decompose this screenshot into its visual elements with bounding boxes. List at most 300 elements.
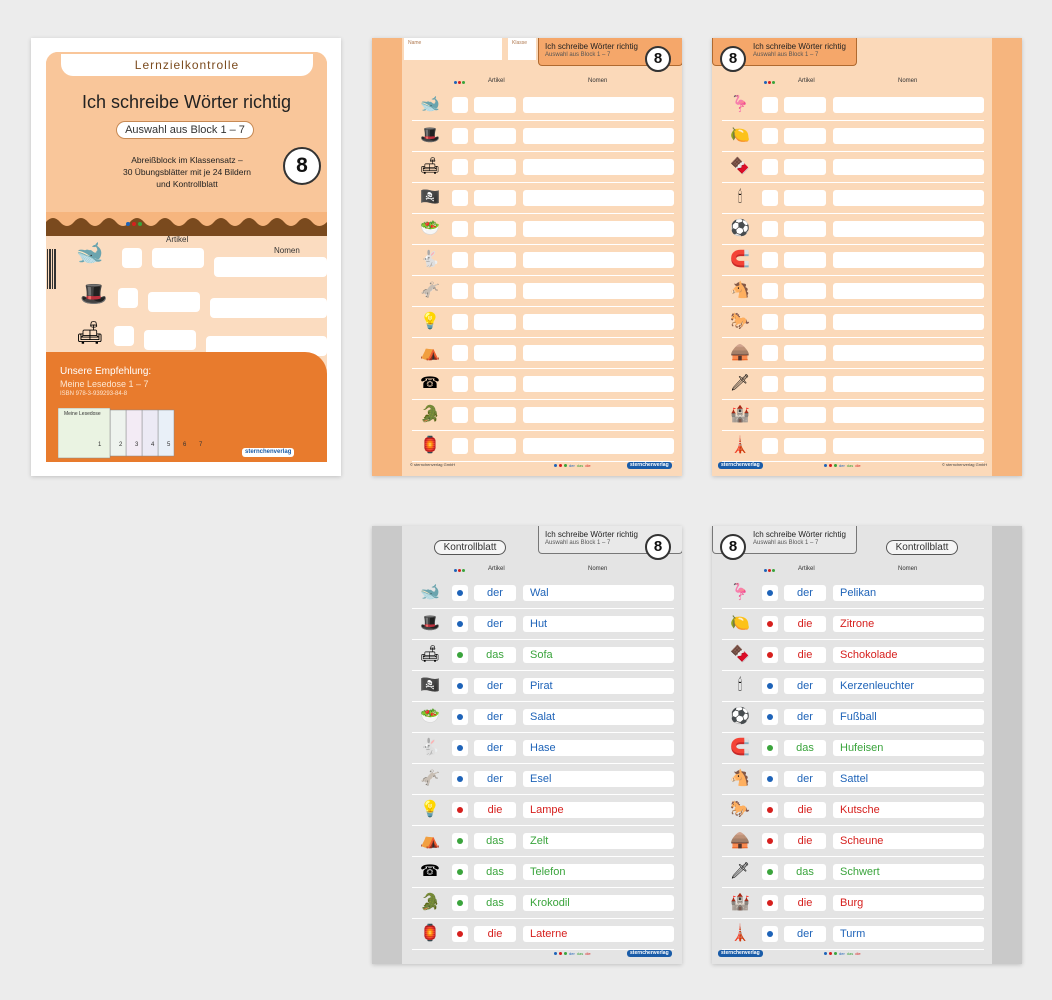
turm-picture-icon: 🗼: [730, 437, 750, 454]
color-dot-field: [452, 926, 468, 942]
table-row: [722, 369, 984, 400]
answer-key-right: Ich schreibe Wörter richtig Auswahl aus Block 1 – 7 8 Kontrollblatt Artikel Nomen 🦩 der Pelikan 🍋 die Zitrone 🍫 die Schokolade 🕯 der Kerzenleuchter ⚽ der Fußball 🧲 das Hufeisen 🐴 der Sattel 🐎 die Kutsche 🛖 die Scheune 🗡 das Schwert 🏰 die Burg 🗼 der Turm sternchenverlag der das die: [712, 526, 1022, 964]
nomen-field: Zelt: [523, 833, 674, 849]
nomen-field[interactable]: [523, 407, 674, 423]
artikel-field: der: [474, 709, 516, 725]
table-row: [412, 640, 674, 671]
article-color-dot: [457, 838, 463, 844]
nomen-field[interactable]: [523, 128, 674, 144]
nomen-field[interactable]: [833, 252, 984, 268]
artikel-field[interactable]: [474, 345, 516, 361]
color-dot-field: [762, 740, 778, 756]
publisher-logo: sternchenverlag: [627, 462, 672, 469]
artikel-field[interactable]: [784, 314, 826, 330]
article-legend: der das die: [554, 463, 591, 468]
nomen-field[interactable]: [833, 128, 984, 144]
table-row: [412, 90, 674, 121]
artikel-field: die: [784, 802, 826, 818]
color-dot-field[interactable]: [452, 128, 468, 144]
nomen-field: Burg: [833, 895, 984, 911]
table-row: [722, 307, 984, 338]
table-row: [722, 609, 984, 640]
nomen-field[interactable]: [523, 283, 674, 299]
artikel-field: die: [784, 647, 826, 663]
table-row: [722, 183, 984, 214]
kutsche-picture-icon: 🐎: [730, 801, 750, 818]
table-row: [722, 857, 984, 888]
article-color-dot: [767, 931, 773, 937]
nomen-field: Krokodil: [523, 895, 674, 911]
artikel-field: das: [474, 833, 516, 849]
esel-picture-icon: 🫏: [420, 282, 440, 299]
table-row: [722, 214, 984, 245]
color-dot-field: [762, 864, 778, 880]
nomen-field: Laterne: [523, 926, 674, 942]
table-row: [412, 121, 674, 152]
artikel-field: das: [474, 647, 516, 663]
artikel-field: der: [784, 926, 826, 942]
table-row: [412, 857, 674, 888]
telefon-picture-icon: ☎: [420, 863, 440, 880]
article-color-dot: [457, 714, 463, 720]
nomen-field: Zitrone: [833, 616, 984, 632]
table-row: [722, 90, 984, 121]
nomen-field: Schwert: [833, 864, 984, 880]
sheet-header: Ich schreibe Wörter richtig Auswahl aus Block 1 – 7: [712, 38, 857, 66]
table-row: [722, 245, 984, 276]
publisher-logo: sternchenverlag: [718, 950, 763, 957]
nomen-field: Kerzenleuchter: [833, 678, 984, 694]
artikel-field[interactable]: [474, 159, 516, 175]
article-color-dot: [767, 590, 773, 596]
color-dot-field[interactable]: [762, 97, 778, 113]
table-row: [722, 702, 984, 733]
artikel-field[interactable]: [474, 221, 516, 237]
table-row: [722, 888, 984, 919]
table-row: [412, 795, 674, 826]
nomen-field[interactable]: [523, 159, 674, 175]
color-dot-field: [762, 709, 778, 725]
article-color-dot: [457, 776, 463, 782]
fußball-picture-icon: ⚽: [730, 708, 750, 725]
artikel-field[interactable]: [474, 407, 516, 423]
krokodil-picture-icon: 🐊: [420, 406, 440, 423]
hut-picture-icon: 🎩: [420, 615, 440, 632]
nomen-field[interactable]: [833, 345, 984, 361]
table-row: [412, 183, 674, 214]
color-dot-field[interactable]: [762, 128, 778, 144]
table-row: [412, 338, 674, 369]
artikel-field[interactable]: [784, 252, 826, 268]
color-dot-field: [762, 585, 778, 601]
cover-page: [31, 38, 341, 476]
color-dot-field: [452, 740, 468, 756]
table-row: [722, 152, 984, 183]
color-dot-field: [762, 647, 778, 663]
lampe-picture-icon: 💡: [420, 313, 440, 330]
artikel-field[interactable]: [784, 97, 826, 113]
sheet-number-badge: 8: [720, 46, 746, 72]
color-dot-field: [452, 678, 468, 694]
color-dot-field: [762, 616, 778, 632]
zitrone-picture-icon: 🍋: [730, 127, 750, 144]
article-color-dot: [767, 683, 773, 689]
schwert-picture-icon: 🗡: [729, 375, 751, 392]
article-legend: der das die: [824, 951, 861, 956]
sheet-header: Ich schreibe Wörter richtig Auswahl aus Block 1 – 7: [712, 526, 857, 554]
cover-inner: Lernzielkontrolle Ich schreibe Wörter richtig Auswahl aus Block 1 – 7 Abreißblock im Klassensatz – 30 Übungsblätter mit je 24 Bildern und Kontrollblatt 8 Artikel Nomen 🐋 🎩 🛋 Unsere Empfehlung: Meine Lesedose 1 – 7 ISBN 978-3-939293-84-8 Meine Lesedose 1 2 3 4 5 6 7 sternchenverlag: [46, 52, 327, 462]
nomen-field: Schokolade: [833, 647, 984, 663]
zelt-picture-icon: ⛺: [420, 344, 440, 361]
table-row: [412, 578, 674, 609]
article-color-dot: [767, 807, 773, 813]
color-dot-field[interactable]: [452, 159, 468, 175]
nomen-field: Scheune: [833, 833, 984, 849]
nomen-field[interactable]: [833, 376, 984, 392]
pirat-picture-icon: 🏴‍☠️: [420, 189, 440, 206]
article-color-dot: [767, 714, 773, 720]
artikel-field: der: [474, 585, 516, 601]
table-row: [412, 919, 674, 950]
table-row: [412, 276, 674, 307]
color-dot-field[interactable]: [452, 190, 468, 206]
article-color-dot: [767, 776, 773, 782]
sofa-picture-icon: 🛋: [419, 158, 441, 175]
nomen-field[interactable]: [523, 376, 674, 392]
sattel-picture-icon: 🐴: [730, 770, 750, 787]
artikel-field: das: [784, 740, 826, 756]
artikel-field: der: [784, 771, 826, 787]
sattel-picture-icon: 🐴: [730, 282, 750, 299]
color-dot-field: [452, 616, 468, 632]
nomen-field[interactable]: [523, 221, 674, 237]
hat-icon: 🎩: [80, 281, 108, 306]
pirat-picture-icon: 🏴‍☠️: [420, 677, 440, 694]
table-row: [412, 152, 674, 183]
nomen-field: Pirat: [523, 678, 674, 694]
table-row: [412, 826, 674, 857]
article-color-dot: [457, 931, 463, 937]
name-field[interactable]: Name: [404, 38, 502, 60]
color-dot-field: [762, 833, 778, 849]
laterne-picture-icon: 🏮: [420, 925, 440, 942]
table-row: [722, 121, 984, 152]
artikel-field[interactable]: [474, 128, 516, 144]
table-row: [722, 826, 984, 857]
nomen-field: Kutsche: [833, 802, 984, 818]
pelikan-picture-icon: 🦩: [730, 584, 750, 601]
table-row: [412, 671, 674, 702]
artikel-field[interactable]: [784, 221, 826, 237]
kerzenleuchter-picture-icon: 🕯: [737, 189, 743, 206]
book-label: Meine Lesedose: [64, 411, 101, 417]
color-dot-field: [452, 585, 468, 601]
color-dots-icon: [764, 569, 775, 572]
schokolade-picture-icon: 🍫: [730, 158, 750, 175]
table-row: [412, 214, 674, 245]
color-dot-field[interactable]: [452, 376, 468, 392]
nomen-field[interactable]: [523, 252, 674, 268]
table-row: [412, 431, 674, 462]
article-color-dot: [457, 807, 463, 813]
artikel-field[interactable]: [474, 252, 516, 268]
table-row: [722, 795, 984, 826]
article-legend: der das die: [554, 951, 591, 956]
artikel-field[interactable]: [784, 159, 826, 175]
cover-description: Abreißblock im Klassensatz – 30 Übungsblätter mit je 24 Bildern und Kontrollblatt: [122, 155, 252, 189]
color-dot-field: [452, 709, 468, 725]
artikel-field: die: [784, 833, 826, 849]
artikel-field: der: [784, 709, 826, 725]
recommendation-box: Unsere Empfehlung: Meine Lesedose 1 – 7 ISBN 978-3-939293-84-8 Meine Lesedose 1 2 3 4 5 6 7 sternchenverlag: [46, 352, 327, 462]
nomen-field[interactable]: [523, 190, 674, 206]
color-dots-icon: [454, 569, 465, 572]
color-dot-field[interactable]: [452, 438, 468, 454]
nomen-field[interactable]: [523, 438, 674, 454]
table-row: [722, 640, 984, 671]
article-color-dot: [767, 652, 773, 658]
artikel-field[interactable]: [474, 190, 516, 206]
article-color-dot: [457, 652, 463, 658]
color-dots-icon: [454, 81, 465, 84]
fußball-picture-icon: ⚽: [730, 220, 750, 237]
nomen-field: Hut: [523, 616, 674, 632]
publisher-logo: sternchenverlag: [627, 950, 672, 957]
krokodil-picture-icon: 🐊: [420, 894, 440, 911]
color-dot-field[interactable]: [762, 252, 778, 268]
esel-picture-icon: 🫏: [420, 770, 440, 787]
sofa-picture-icon: 🛋: [419, 646, 441, 663]
nomen-field[interactable]: [833, 314, 984, 330]
color-dot-field: [452, 771, 468, 787]
article-color-dot: [457, 900, 463, 906]
kontrollblatt-label: Kontrollblatt: [886, 540, 958, 555]
nomen-field[interactable]: [833, 407, 984, 423]
color-dot-field[interactable]: [452, 314, 468, 330]
zitrone-picture-icon: 🍋: [730, 615, 750, 632]
nomen-field: Turm: [833, 926, 984, 942]
publisher-logo: sternchenverlag: [242, 448, 294, 457]
color-dot-field: [452, 833, 468, 849]
scheune-picture-icon: 🛖: [730, 344, 750, 361]
hufeisen-picture-icon: 🧲: [730, 251, 750, 268]
color-dot-field: [452, 802, 468, 818]
artikel-field: der: [474, 616, 516, 632]
table-row: [412, 888, 674, 919]
article-color-dot: [767, 869, 773, 875]
artikel-field[interactable]: [474, 97, 516, 113]
nomen-field[interactable]: [833, 190, 984, 206]
article-color-dot: [457, 683, 463, 689]
nomen-field: Hufeisen: [833, 740, 984, 756]
nomen-field[interactable]: [523, 345, 674, 361]
wal-picture-icon: 🐋: [420, 584, 440, 601]
color-dot-field[interactable]: [452, 283, 468, 299]
color-dots-icon: [126, 222, 142, 226]
artikel-field[interactable]: [784, 407, 826, 423]
answer-key-left: Kontrollblatt Ich schreibe Wörter richtig Auswahl aus Block 1 – 7 8 Artikel Nomen 🐋 der Wal 🎩 der Hut 🛋 das Sofa 🏴‍☠️ der Pirat 🥗 der Salat 🐇 der Hase 🫏 der Esel 💡 die Lampe ⛺ das Zelt ☎ das Telefon 🐊 das Krokodil 🏮 die Laterne der das die sternchenverlag: [372, 526, 682, 964]
worksheet-left: Name Klasse Ich schreibe Wörter richtig Auswahl aus Block 1 – 7 8 Artikel Nomen 🐋 🎩 🛋 🏴‍☠️ 🥗 🐇 🫏 💡 ⛺ ☎ 🐊 🏮 © sternchenverlag GmbH der das die sternchenverlag: [372, 38, 682, 476]
artikel-field[interactable]: [474, 438, 516, 454]
table-row: [412, 733, 674, 764]
artikel-field: das: [474, 864, 516, 880]
color-dot-field: [762, 926, 778, 942]
color-dot-field[interactable]: [452, 97, 468, 113]
hufeisen-picture-icon: 🧲: [730, 739, 750, 756]
whale-icon: 🐋: [76, 240, 104, 265]
color-dot-field[interactable]: [762, 283, 778, 299]
color-dot-field[interactable]: [762, 407, 778, 423]
color-dot-field[interactable]: [452, 407, 468, 423]
color-dot-field: [762, 771, 778, 787]
table-row: [722, 671, 984, 702]
table-row: [412, 307, 674, 338]
article-legend: der das die: [824, 463, 861, 468]
klasse-field[interactable]: Klasse: [508, 38, 536, 60]
nomen-field: Wal: [523, 585, 674, 601]
table-row: [722, 338, 984, 369]
schwert-picture-icon: 🗡: [729, 863, 751, 880]
table-row: [412, 609, 674, 640]
color-dot-field: [762, 802, 778, 818]
nomen-field[interactable]: [833, 159, 984, 175]
nomen-field: Telefon: [523, 864, 674, 880]
pelikan-picture-icon: 🦩: [730, 96, 750, 113]
artikel-field: das: [784, 864, 826, 880]
hase-picture-icon: 🐇: [420, 251, 440, 268]
article-color-dot: [457, 621, 463, 627]
artikel-field[interactable]: [784, 190, 826, 206]
artikel-field: der: [784, 585, 826, 601]
laterne-picture-icon: 🏮: [420, 437, 440, 454]
table-row: [412, 400, 674, 431]
article-color-dot: [767, 838, 773, 844]
color-dot-field: [452, 864, 468, 880]
burg-picture-icon: 🏰: [730, 406, 750, 423]
nomen-field: Sofa: [523, 647, 674, 663]
hut-picture-icon: 🎩: [420, 127, 440, 144]
artikel-field: die: [784, 895, 826, 911]
color-dot-field[interactable]: [762, 221, 778, 237]
color-dots-icon: [764, 81, 775, 84]
color-dot-field[interactable]: [762, 159, 778, 175]
color-dot-field[interactable]: [452, 345, 468, 361]
article-color-dot: [457, 869, 463, 875]
color-dot-field[interactable]: [762, 190, 778, 206]
barcode-icon: [46, 247, 58, 317]
nomen-field: Sattel: [833, 771, 984, 787]
color-dot-field: [452, 895, 468, 911]
sheet-number-badge: 8: [720, 534, 746, 560]
article-color-dot: [767, 621, 773, 627]
artikel-field[interactable]: [784, 283, 826, 299]
artikel-field[interactable]: [474, 283, 516, 299]
article-color-dot: [767, 745, 773, 751]
table-row: [722, 578, 984, 609]
cover-subtitle: Auswahl aus Block 1 – 7: [116, 121, 254, 139]
article-color-dot: [457, 590, 463, 596]
artikel-field[interactable]: [474, 376, 516, 392]
table-row: [412, 702, 674, 733]
kerzenleuchter-picture-icon: 🕯: [737, 677, 743, 694]
artikel-field: der: [474, 771, 516, 787]
salat-picture-icon: 🥗: [420, 220, 440, 237]
nomen-field[interactable]: [523, 314, 674, 330]
artikel-field: der: [474, 740, 516, 756]
sheet-header: Ich schreibe Wörter richtig Auswahl aus Block 1 – 7: [538, 38, 682, 66]
artikel-field: das: [474, 895, 516, 911]
cover-title: Ich schreibe Wörter richtig: [81, 92, 292, 112]
color-dot-field[interactable]: [762, 376, 778, 392]
nomen-field[interactable]: [833, 97, 984, 113]
artikel-field[interactable]: [474, 314, 516, 330]
kutsche-picture-icon: 🐎: [730, 313, 750, 330]
lampe-picture-icon: 💡: [420, 801, 440, 818]
sheet-number-badge: 8: [645, 46, 671, 72]
worksheet-right: Ich schreibe Wörter richtig Auswahl aus Block 1 – 7 8 Artikel Nomen 🦩 🍋 🍫 🕯 ⚽ 🧲 🐴 🐎 🛖 🗡 🏰 🗼 sternchenverlag der das die © sternchenverlag GmbH: [712, 38, 1022, 476]
table-row: [722, 764, 984, 795]
scheune-picture-icon: 🛖: [730, 832, 750, 849]
zelt-picture-icon: ⛺: [420, 832, 440, 849]
nomen-field[interactable]: [833, 221, 984, 237]
article-color-dot: [457, 745, 463, 751]
nomen-field[interactable]: [523, 97, 674, 113]
nomen-field[interactable]: [833, 438, 984, 454]
sheet-number-badge: 8: [645, 534, 671, 560]
cover-number-badge: 8: [283, 147, 321, 185]
nomen-field: Pelikan: [833, 585, 984, 601]
schokolade-picture-icon: 🍫: [730, 646, 750, 663]
salat-picture-icon: 🥗: [420, 708, 440, 725]
sofa-icon: 🛋: [76, 320, 104, 345]
kontrollblatt-label: Kontrollblatt: [434, 540, 506, 555]
table-row: [722, 276, 984, 307]
table-row: [722, 733, 984, 764]
color-dot-field[interactable]: [762, 345, 778, 361]
artikel-field[interactable]: [784, 438, 826, 454]
publisher-logo: sternchenverlag: [718, 462, 763, 469]
nomen-field: Salat: [523, 709, 674, 725]
color-dot-field[interactable]: [762, 314, 778, 330]
table-row: [722, 400, 984, 431]
artikel-field: die: [474, 926, 516, 942]
artikel-field[interactable]: [784, 128, 826, 144]
telefon-picture-icon: ☎: [420, 375, 440, 392]
nomen-field: Fußball: [833, 709, 984, 725]
artikel-field: die: [474, 802, 516, 818]
hase-picture-icon: 🐇: [420, 739, 440, 756]
table-row: [412, 764, 674, 795]
nomen-field: Hase: [523, 740, 674, 756]
table-row: [412, 245, 674, 276]
color-dot-field: [452, 647, 468, 663]
turm-picture-icon: 🗼: [730, 925, 750, 942]
color-dot-field[interactable]: [762, 438, 778, 454]
color-dot-field[interactable]: [452, 252, 468, 268]
artikel-field[interactable]: [784, 376, 826, 392]
color-dot-field[interactable]: [452, 221, 468, 237]
artikel-field[interactable]: [784, 345, 826, 361]
artikel-field: der: [784, 678, 826, 694]
table-row: [722, 431, 984, 462]
article-color-dot: [767, 900, 773, 906]
artikel-field: der: [474, 678, 516, 694]
sheet-header: Ich schreibe Wörter richtig Auswahl aus Block 1 – 7: [538, 526, 682, 554]
color-dot-field: [762, 895, 778, 911]
nomen-field[interactable]: [833, 283, 984, 299]
table-row: [412, 369, 674, 400]
artikel-field: die: [784, 616, 826, 632]
